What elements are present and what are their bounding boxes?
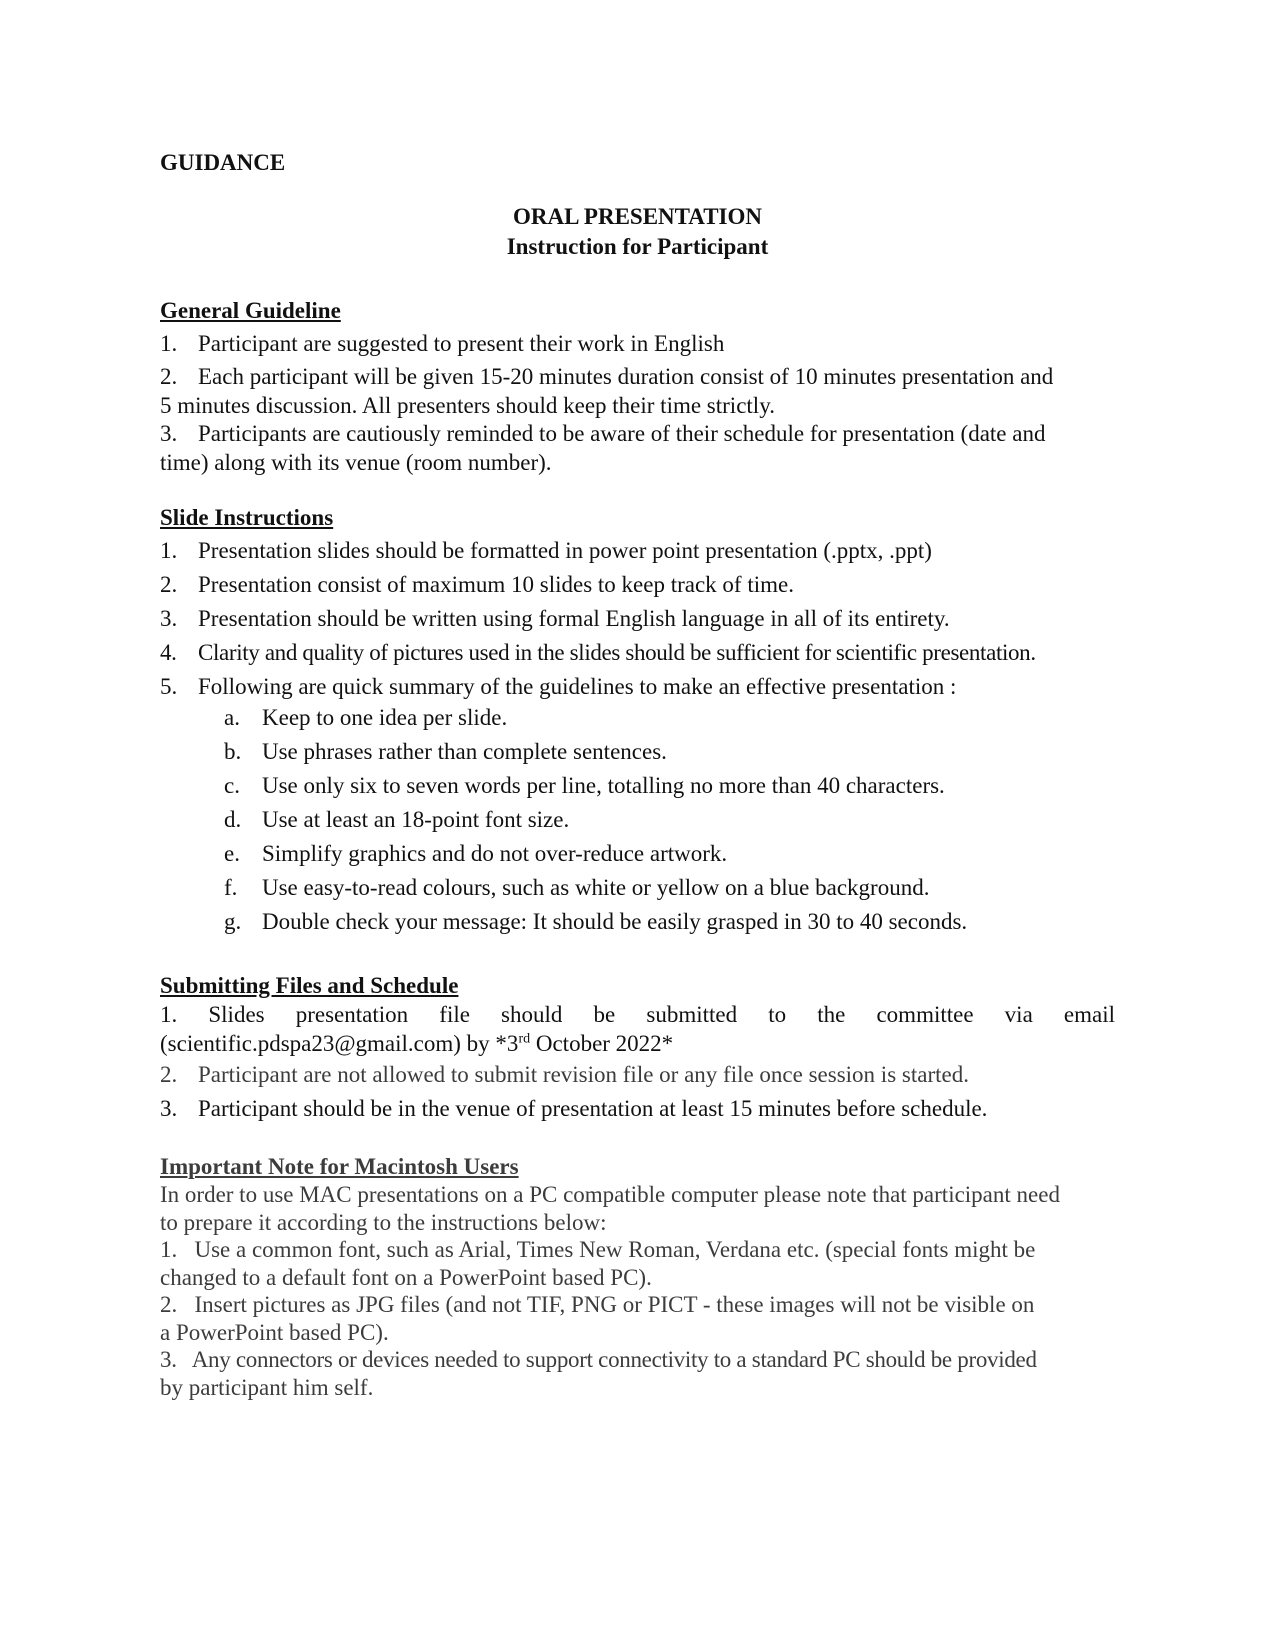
list-item	[160, 362, 1115, 391]
list-item	[160, 1094, 1115, 1128]
guidance-label: GUIDANCE	[160, 150, 286, 175]
item-text: Use phrases rather than complete sentences.	[262, 739, 667, 764]
item-text: 5 minutes discussion. All presenters should keep their time strictly.	[160, 393, 775, 418]
item-letter: b.	[224, 739, 242, 764]
item-number: 2.	[160, 572, 178, 597]
document-title: ORAL PRESENTATION	[512, 204, 762, 229]
item-text: Clarity and quality of pictures used in the slides should be sufficient for scientific presentation.	[198, 640, 1036, 665]
item-text: Presentation slides should be formatted in power point presentation (.pptx, .ppt)	[198, 538, 932, 563]
item-text: Use easy-to-read colours, such as white or yellow on a blue background.	[262, 875, 930, 900]
item-text: Use only six to seven words per line, totalling no more than 40 characters.	[262, 773, 945, 798]
mac-note-heading: Important Note for Macintosh Users	[160, 1154, 519, 1179]
general-guideline-list	[160, 329, 1115, 477]
list-item	[224, 737, 1124, 771]
list-item	[160, 638, 1115, 672]
item-letter: e.	[224, 841, 240, 866]
item-text: Presentation should be written using formal English language in all of its entirety.	[198, 606, 950, 631]
list-item	[224, 771, 1124, 805]
slide-instructions-list	[160, 536, 1115, 706]
item-text: Participant should be in the venue of presentation at least 15 minutes before schedule.	[198, 1096, 988, 1121]
item-number: 2.	[160, 1062, 178, 1087]
item-text: Each participant will be given 15-20 minutes duration consist of 10 minutes presentation and	[198, 364, 1054, 389]
item-text: Use at least an 18-point font size.	[262, 807, 570, 832]
list-item	[224, 907, 1124, 941]
list-item-continued	[160, 1029, 1115, 1060]
item-text: Keep to one idea per slide.	[262, 705, 508, 730]
item-text: Simplify graphics and do not over-reduce artwork.	[262, 841, 728, 866]
item-number: 2.	[160, 364, 178, 389]
list-item: 1. Use a common font, such as Arial, Times New Roman, Verdana etc. (special fonts might be	[160, 1237, 1036, 1262]
list-item	[160, 419, 1115, 448]
item-letter: a.	[224, 705, 240, 730]
list-item: 3. Any connectors or devices needed to support connectivity to a standard PC should be provided	[160, 1347, 1037, 1372]
item-number: 5.	[160, 674, 178, 699]
item-text: Following are quick summary of the guidelines to make an effective presentation :	[198, 674, 957, 699]
paragraph-line: In order to use MAC presentations on a PC compatible computer please note that participant need	[160, 1182, 1060, 1207]
item-number: 1.	[160, 538, 178, 563]
list-item-continued: by participant him self.	[160, 1374, 374, 1400]
list-item	[224, 839, 1124, 873]
item-text: time) along with its venue (room number).	[160, 450, 552, 475]
item-text: (scientific.pdspa23@gmail.com) by *3	[160, 1031, 519, 1056]
list-item	[160, 329, 1115, 362]
item-text: Participant are suggested to present their work in English	[198, 331, 725, 356]
item-text: Participant are not allowed to submit revision file or any file once session is started.	[198, 1062, 969, 1087]
item-number: 3.	[160, 421, 178, 446]
item-letter: f.	[224, 875, 238, 900]
list-item-continued	[160, 391, 1115, 419]
item-number: 3.	[160, 606, 178, 631]
general-guideline-heading: General Guideline	[160, 298, 341, 323]
list-item	[160, 604, 1115, 638]
submitting-list	[160, 1000, 1115, 1128]
item-letter: c.	[224, 773, 240, 798]
list-item-continued	[160, 448, 1115, 477]
ordinal-suffix: rd	[518, 1031, 531, 1047]
item-letter: d.	[224, 807, 242, 832]
item-number: 3.	[160, 1096, 178, 1121]
item-text: Double check your message: It should be easily grasped in 30 to 40 seconds.	[262, 909, 968, 934]
item-text: Presentation consist of maximum 10 slides to keep track of time.	[198, 572, 794, 597]
item-text: October 2022*	[530, 1031, 674, 1056]
mac-note-body	[160, 1181, 1115, 1401]
list-item-continued: a PowerPoint based PC).	[160, 1319, 389, 1345]
paragraph-line: to prepare it according to the instructions below:	[160, 1209, 607, 1235]
slide-instructions-heading: Slide Instructions	[160, 505, 334, 530]
slide-guidelines-sublist	[224, 703, 1124, 941]
list-item	[224, 805, 1124, 839]
list-item	[224, 873, 1124, 907]
list-item: 1. Slides presentation file should be submitted to the committee via email	[160, 1002, 1115, 1027]
list-item	[160, 536, 1115, 570]
item-text: Participants are cautiously reminded to be aware of their schedule for presentation (date and	[198, 421, 1046, 446]
item-letter: g.	[224, 909, 242, 934]
item-number: 4.	[160, 640, 177, 665]
list-item	[160, 570, 1115, 604]
item-number: 1.	[160, 331, 178, 356]
list-item: 2. Insert pictures as JPG files (and not TIF, PNG or PICT - these images will not be visible on	[160, 1292, 1035, 1317]
list-item	[160, 1060, 1115, 1094]
submitting-heading: Submitting Files and Schedule	[160, 973, 459, 998]
list-item	[224, 703, 1124, 737]
list-item	[160, 672, 1115, 706]
list-item-continued: changed to a default font on a PowerPoint based PC).	[160, 1264, 652, 1290]
document-subtitle: Instruction for Participant	[506, 234, 769, 259]
